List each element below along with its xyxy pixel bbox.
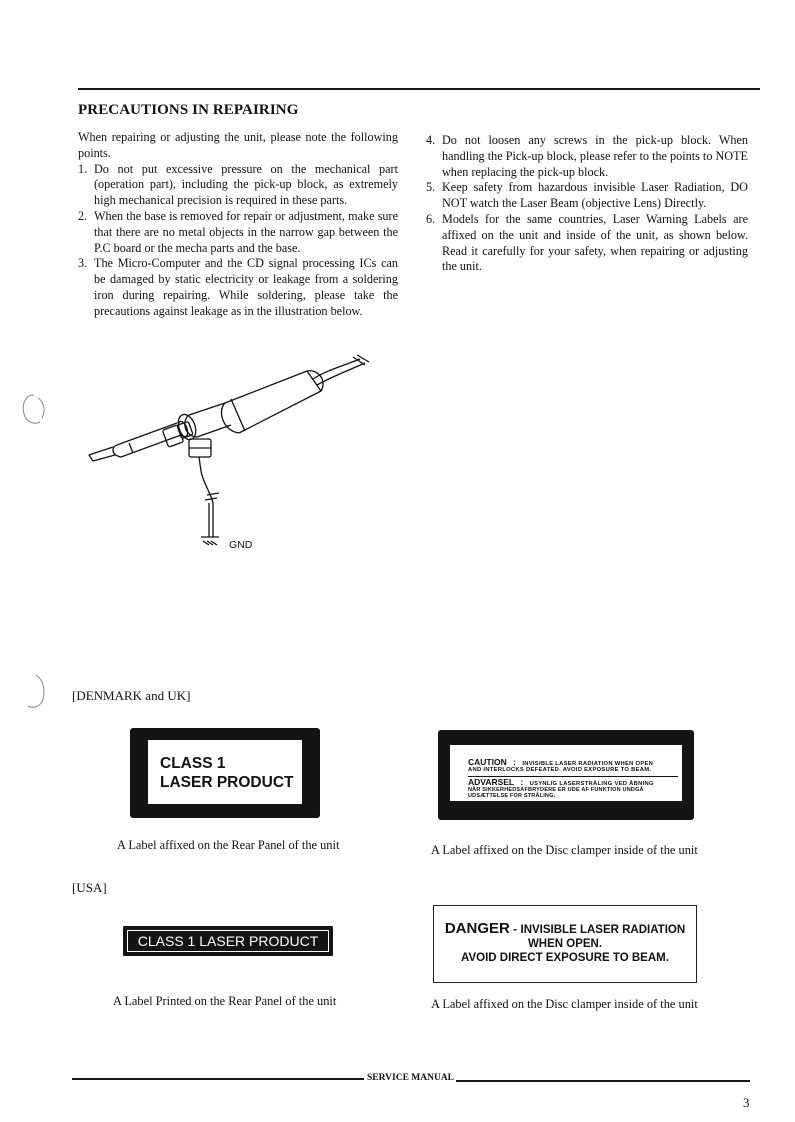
caption-rear-panel-affixed: A Label affixed on the Rear Panel of the unit [117,838,340,852]
danger-word: DANGER [444,920,510,937]
list-item-text: When the base is removed for repair or adjustment, make sure that there are no metal objects in the narrow gap between the P.C board or the mecha parts and the base. [94,208,398,255]
list-item-number: 1. [78,161,88,176]
list-item-text: Do not put excessive pressure on the mechanical part (operation part), including the pick-up block, as extremely high mechanical precision is required in these parts. [94,161,398,208]
caption-rear-panel-printed: A Label Printed on the Rear Panel of the unit [113,994,337,1008]
caution-word: CAUTION [468,757,507,767]
danger-text2: WHEN OPEN. [527,938,603,950]
left-column [78,130,398,320]
danger-sep: - [509,922,521,936]
intro-paragraph: When repairing or adjusting the unit, please note the following points. [78,130,398,160]
footer-title: SERVICE MANUAL [367,1073,455,1083]
list-item [426,212,748,275]
page-title: PRECAUTIONS IN REPAIRING [78,102,299,118]
caution-text2: AND INTERLOCKS DEFEATED. AVOID EXPOSURE TO BEAM. [468,767,652,773]
advarsel-text2: NÅR SIKKERHEDSAFBRYDERE ER UDE AF FUNKTION UNDGÅ [468,787,644,793]
caption-disc-clamper-2: A Label affixed on the Disc clamper inside of the unit [431,997,698,1011]
page-number: 3 [743,1095,750,1110]
precautions-list-left [78,162,398,320]
precautions-list-right [426,133,748,275]
list-item [78,209,398,256]
advarsel-text3: UDSÆTTELSE FOR STRÅLING. [468,793,556,799]
soldering-iron-illustration [85,353,385,553]
advarsel-sep: : [520,777,524,787]
list-item [78,256,398,319]
danger-text3: AVOID DIRECT EXPOSURE TO BEAM. [461,952,669,964]
list-item [78,162,398,209]
list-item-number: 3. [78,256,88,271]
class1-laser-label [130,728,320,818]
list-item-text: The Micro-Computer and the CD signal processing ICs can be damaged by static electricity or leakage from a soldering iron during repairing. While soldering, please take the precautions against leakage as in the illustration below. [94,256,398,318]
right-column [426,133,748,275]
list-item-number: 5. [426,180,436,195]
region-label-denmark-uk: [DENMARK and UK] [72,688,191,703]
danger-text1: INVISIBLE LASER RADIATION [520,924,686,936]
binder-hole-mark [20,672,50,712]
footer-rule-left [72,1078,364,1080]
danger-label [433,905,697,983]
usa-class1-banner [123,926,333,956]
usa-class1-banner-text: CLASS 1 LASER PRODUCT [127,930,329,952]
list-item-text: Models for the same countries, Laser Warning Labels are affixed on the unit and inside of the unit, as shown below. Read it carefully for your safety, when repairing or adjusting the unit. [442,211,748,274]
list-item-number: 4. [426,133,436,147]
caution-sep: : [513,757,516,767]
caution-advarsel-label [438,730,694,820]
class1-label-line2: LASER PRODUCT [160,774,294,791]
class1-label-inner [148,740,302,804]
gnd-label: GND [229,539,253,551]
list-item-number: 2. [78,208,88,223]
list-item-number: 6. [426,211,436,226]
binder-hole-mark [20,392,50,428]
advarsel-text1: USYNLIG LASERSTRÅLING VED ÅBNING [529,781,654,787]
list-item [426,133,748,180]
list-item [426,180,748,212]
caution-label-inner [450,745,682,801]
list-item-text: Keep safety from hazardous invisible Laser Radiation, DO NOT watch the Laser Beam (objective Lens) Directly. [442,180,748,211]
advarsel-word: ADVARSEL [468,777,514,787]
footer-rule-right [456,1080,750,1082]
caption-disc-clamper-1: A Label affixed on the Disc clamper inside of the unit [431,843,698,857]
list-item-text: Do not loosen any screws in the pick-up block. When handling the Pick-up block, please refer to the points to NOTE when replacing the pick-up block. [442,133,748,179]
top-rule [78,88,760,90]
class1-label-line1: CLASS 1 [160,755,226,772]
danger-line1 [434,920,696,938]
caution-text1: INVISIBLE LASER RADIATION WHEN OPEN [522,761,654,767]
region-label-usa: [USA] [72,880,107,895]
